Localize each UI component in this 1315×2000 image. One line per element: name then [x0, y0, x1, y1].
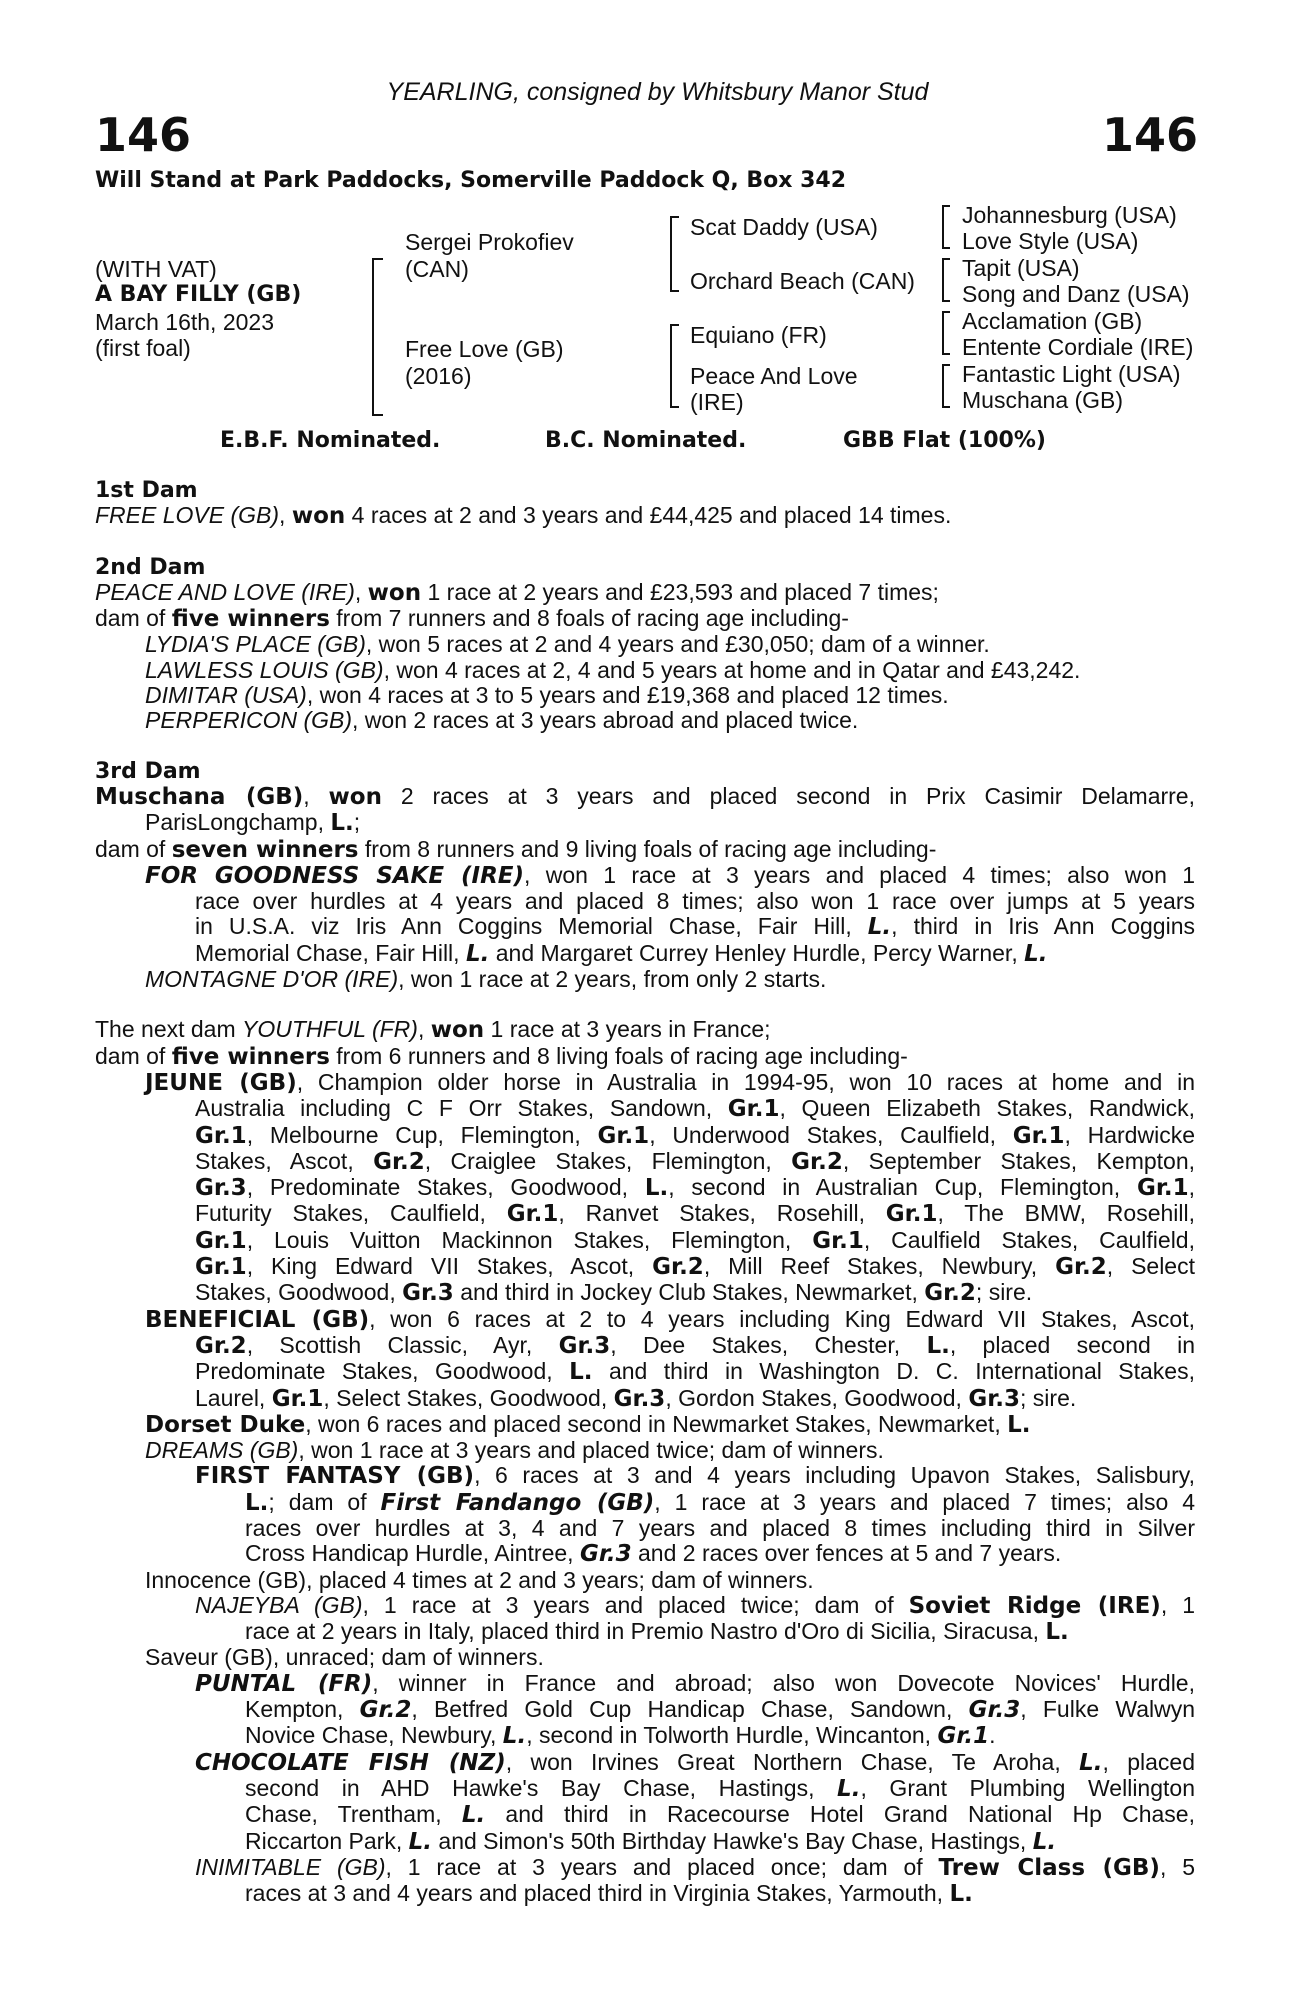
next-dam-section	[95, 1017, 1195, 1907]
brace-sire	[670, 216, 679, 292]
date-of-birth: March 16th, 2023	[95, 309, 275, 335]
list-item: LYDIA'S PLACE (GB), won 5 races at 2 and 4 years and £30,050; dam of a winner.	[145, 631, 990, 658]
brace-ds	[942, 311, 950, 355]
lot-number-right: 146	[1101, 108, 1198, 162]
second-dam-section	[95, 555, 1195, 734]
catalogue-body	[95, 478, 1195, 1907]
list-item-chocolate-fish: CHOCOLATE FISH (NZ), won Irvines Great Northern Chase, Te Aroha, L., placed second in AHD Hawke's Bay Chase, Hastings, L., Grant Plumbing Wellington Chase, Trentham, L. and third in Racecourse Hotel Grand National Hp Chase, Riccarton Park, L. and Simon's 50th Birthday Hawke's Bay Chase, Hastings, L.	[195, 1748, 1195, 1855]
third-dam-produce: dam of seven winners from 8 runners and 9 living foals of racing age including-	[95, 835, 937, 863]
list-item-inimitable: INIMITABLE (GB), 1 race at 3 years and placed once; dam of Trew Class (GB), 5 races at 3 and 4 years and placed third in Virginia Stakes, Yarmouth, L.	[195, 1853, 1195, 1908]
first-dam-line: FREE LOVE (GB), won 4 races at 2 and 3 years and £44,425 and placed 14 times.	[95, 502, 952, 530]
list-item-saveur: Saveur (GB), unraced; dam of winners.	[145, 1644, 544, 1671]
ssd: Love Style (USA)	[962, 228, 1139, 254]
brace-subject	[372, 258, 383, 416]
list-item-puntal: PUNTAL (FR), winner in France and abroad; also won Dovecote Novices' Hurdle, Kempton, Gr.2, Betfred Gold Cup Handicap Chase, Sandown, Gr.3, Fulke Walwyn Novice Chase, Newbury, L., second in Tolworth Hurdle, Wincanton, Gr.1.	[195, 1669, 1195, 1750]
bc-nomination: B.C. Nominated.	[545, 428, 747, 453]
first-dam-section	[95, 478, 1195, 530]
brace-ss	[942, 205, 950, 249]
ddd: Muschana (GB)	[962, 387, 1124, 413]
third-dam-line-cont: ParisLongchamp, L.;	[145, 809, 361, 837]
second-dam-line: PEACE AND LOVE (IRE), won 1 race at 2 years and £23,593 and placed 7 times;	[95, 578, 939, 606]
sss: Johannesburg (USA)	[962, 202, 1177, 228]
foal-note: (first foal)	[95, 335, 191, 361]
list-item-najeyba: NAJEYBA (GB), 1 race at 3 years and placed twice; dam of Soviet Ridge (IRE), 1 race at 2 years in Italy, placed third in Premio Nastro d'Oro di Sicilia, Siracusa, L.	[195, 1591, 1196, 1646]
sire-sire: Scat Daddy (USA)	[690, 214, 878, 240]
brace-dd	[942, 364, 950, 408]
stand-location: Will Stand at Park Paddocks, Somerville Paddock Q, Box 342	[95, 168, 847, 193]
list-item: DIMITAR (USA), won 4 races at 3 to 5 years and £19,368 and placed 12 times.	[145, 682, 949, 709]
dsd: Entente Cordiale (IRE)	[962, 334, 1194, 360]
next-dam-line: The next dam YOUTHFUL (FR), won 1 race at 3 years in France;	[95, 1016, 771, 1044]
list-item-first-fantasy: FIRST FANTASY (GB), 6 races at 3 and 4 years including Upavon Stakes, Salisbury, L.; dam of First Fandango (GB), 1 race at 3 years and placed 7 times; also 4 races over hurdles at 3, 4 and 7 years and placed 8 times including third in Silver Cross Handicap Hurdle, Aintree, Gr.3 and 2 races over fences at 5 and 7 years.	[195, 1462, 1195, 1568]
brace-sd	[942, 258, 950, 302]
vat-note: (WITH VAT)	[95, 256, 217, 282]
dss: Acclamation (GB)	[962, 308, 1143, 334]
list-item: MONTAGNE D'OR (IRE), won 1 race at 2 years, from only 2 starts.	[145, 966, 827, 993]
dam-dam: Peace And Love	[690, 363, 858, 389]
dam-dam-country: (IRE)	[690, 389, 744, 415]
brace-dam	[670, 324, 679, 408]
list-item-dorset-duke: Dorset Duke, won 6 races and placed second in Newmarket Stakes, Newmarket, L.	[145, 1410, 1031, 1438]
sire-name: Sergei Prokofiev	[405, 229, 574, 255]
ebf-nomination: E.B.F. Nominated.	[220, 428, 441, 453]
list-item-beneficial: BENEFICIAL (GB), won 6 races at 2 to 4 years including King Edward VII Stakes, Ascot, Gr.2, Scottish Classic, Ayr, Gr.3, Dee Stakes, Chester, L., placed second in Predominate Stakes, Goodwood, L. and third in Washington D. C. International Stakes, Laurel, Gr.1, Select Stakes, Goodwood, Gr.3, Gordon Stakes, Goodwood, Gr.3; sire.	[145, 1305, 1195, 1412]
list-item-innocence: Innocence (GB), placed 4 times at 2 and 3 years; dam of winners.	[145, 1566, 814, 1593]
section-heading: 3rd Dam	[95, 758, 201, 784]
subject-horse: A BAY FILLY (GB)	[95, 282, 302, 307]
sdd: Song and Danz (USA)	[962, 281, 1190, 307]
dds: Fantastic Light (USA)	[962, 361, 1181, 387]
dam-name: Free Love (GB)	[405, 336, 564, 362]
list-item: LAWLESS LOUIS (GB), won 4 races at 2, 4 and 5 years at home and in Qatar and £43,242.	[145, 656, 1081, 683]
consignment-line: YEARLING, consigned by Whitsbury Manor Stud	[386, 78, 929, 106]
section-heading: 2nd Dam	[95, 554, 206, 580]
gbb-flat: GBB Flat (100%)	[843, 428, 1046, 453]
sire-country: (CAN)	[405, 256, 469, 282]
list-item-jeune: JEUNE (GB), Champion older horse in Australia in 1994-95, won 10 races at home and in Australia including C F Orr Stakes, Sandown, Gr.1, Queen Elizabeth Stakes, Randwick, Gr.1, Melbourne Cup, Flemington, Gr.1, Underwood Stakes, Caulfield, Gr.1, Hardwicke Stakes, Ascot, Gr.2, Craiglee Stakes, Flemington, Gr.2, September Stakes, Kempton, Gr.3, Predominate Stakes, Goodwood, L., second in Australian Cup, Flemington, Gr.1, Futurity Stakes, Caulfield, Gr.1, Ranvet Stakes, Rosehill, Gr.1, The BMW, Rosehill, Gr.1, Louis Vuitton Mackinnon Stakes, Flemington, Gr.1, Caulfield Stakes, Caulfield, Gr.1, King Edward VII Stakes, Ascot, Gr.2, Mill Reef Stakes, Newbury, Gr.2, Select Stakes, Goodwood, Gr.3 and third in Jockey Club Stakes, Newmarket, Gr.2; sire.	[145, 1068, 1196, 1307]
third-dam-line: Muschana (GB), won 2 races at 3 years and placed second in Prix Casimir Delamarre,	[95, 782, 1195, 810]
list-item: FOR GOODNESS SAKE (IRE), won 1 race at 3 years and placed 4 times; also won 1 race over hurdles at 4 years and placed 8 times; also won 1 race over jumps at 5 years in U.S.A. viz Iris Ann Coggins Memorial Chase, Fair Hill, L., third in Iris Ann Coggins Memorial Chase, Fair Hill, L. and Margaret Currey Henley Hurdle, Percy Warner, L.	[145, 861, 1196, 967]
sds: Tapit (USA)	[962, 255, 1080, 281]
sire-dam: Orchard Beach (CAN)	[690, 268, 915, 294]
next-dam-produce: dam of five winners from 6 runners and 8 living foals of racing age including-	[95, 1042, 908, 1070]
section-heading: 1st Dam	[95, 478, 198, 503]
list-item-dreams: DREAMS (GB), won 1 race at 3 years and placed twice; dam of winners.	[145, 1437, 884, 1464]
lot-number-left: 146	[95, 108, 192, 162]
dam-sire: Equiano (FR)	[690, 322, 827, 348]
list-item: PERPERICON (GB), won 2 races at 3 years abroad and placed twice.	[145, 707, 859, 734]
third-dam-section	[95, 759, 1195, 993]
dam-year: (2016)	[405, 363, 472, 389]
second-dam-produce: dam of five winners from 7 runners and 8 foals of racing age including-	[95, 605, 849, 633]
